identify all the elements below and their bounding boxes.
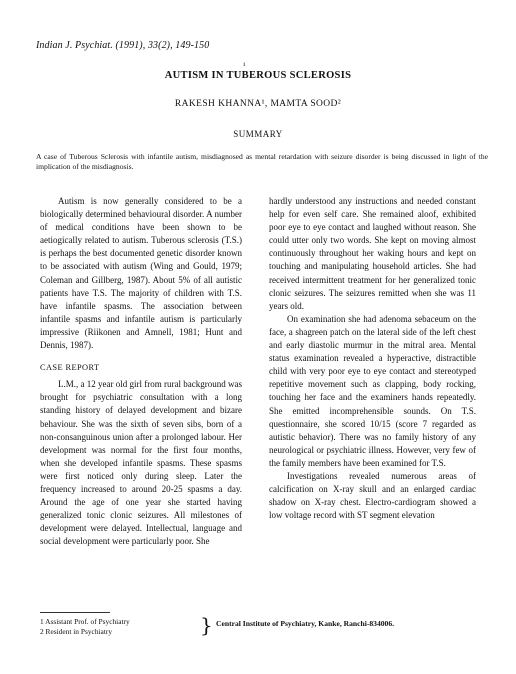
footnote-rule [40,612,110,613]
footnotes [40,617,130,637]
case-report-heading: CASE REPORT [40,363,100,373]
intro-paragraph: Autism is now generally considered to be a biologically determined behavioural disorder. A number of medical conditions have been shown to be aetiogically related to autism. Tuberous sclerosis (T.S.) is perhaps the best documented genetic disorder known to be associated with autism (Wing and Gould, 1979; Coleman and Gillberg, 1987). About 5% of all autistic patients have T.S. The majority of children with T.S. have infantile spasms. The association between infantile spasms and infantile autism is particularly impressive (Riikonen and Amnell, 1981; Hunt and Dennis, 1987). [40,196,242,351]
footnote-2: 2 Resident in Psychiatry [40,627,113,636]
summary-text: A case of Tuberous Sclerosis with infantile autism, misdiagnosed as mental retardation with seizure disorder is being discussed in light of the implication of the misdiagnosis. [36,152,488,171]
continued-paragraph: hardly understood any instructions and needed constant help for even self care. She remained aloof, exhibited poor eye to eye contact and laughed without reason. She could utter only two words. She kept on moving almost continuously throughout her waking hours and kept on touching and manipulating household articles. She had received intermittent treatment for her generalized tonic clonic seizures. The seizures remitted when she was 11 years old. [269,196,476,311]
case-paragraph: L.M., a 12 year old girl from rural background was brought for psychiatric consultation with a long standing history of delayed development and bizare behaviour. She was the sixth of seven sibs, born of a non-consanguinous union after a prolonged labour. Her development was normal for the first four months, when she developed infantile spasms. These spasms were first noticed only during sleep. Later the frequency increased to around 20-25 spasms a day. Around the age of one year she started having generalized tonic clonic seizures. All milestones of development were delayed. Intellectual, language and social development were particularly poor. She [40,379,242,547]
institution-affiliation: Central Institute of Psychiatry, Kanke, Ranchi-834006. [216,619,395,628]
summary-heading: SUMMARY [233,129,283,139]
right-column [269,195,476,522]
footnote-brace: } [200,613,213,637]
journal-citation: Indian J. Psychiat. (1991), 33(2), 149-150 [36,40,210,51]
superscript-mark: ¹ [243,61,246,70]
investigations-paragraph: Investigations revealed numerous areas of calcification on X-ray skull and an enlarged cardiac shadow on X-ray chest. Electro-cardiogram showed a low voltage record with ST segment elevation [269,470,476,521]
article-title: AUTISM IN TUBEROUS SCLEROSIS [164,70,352,81]
article-authors: RAKESH KHANNA¹, MAMTA SOOD² [174,99,342,109]
examination-paragraph: On examination she had adenoma sebaceum on the face, a shagreen patch on the lateral side of the left chest and early diastolic murmur in the mitral area. Mental status examination revealed a hyperactive, distractible child with very poor eye to eye contact and stereotyped repetitive movement such as clapping, body rocking, touching her face and the examiners hands repeatedly. She emitted incomprehensible sounds. On T.S. questionnaire, she scored 10/15 (score 7 regarded as autistic behavior). There was no family history of any neurological or psychiatric illness. However, very few of the family members have been examined for T.S. [269,313,476,468]
left-column [40,195,242,548]
footnote-1: 1 Assistant Prof. of Psychiatry [40,617,130,626]
